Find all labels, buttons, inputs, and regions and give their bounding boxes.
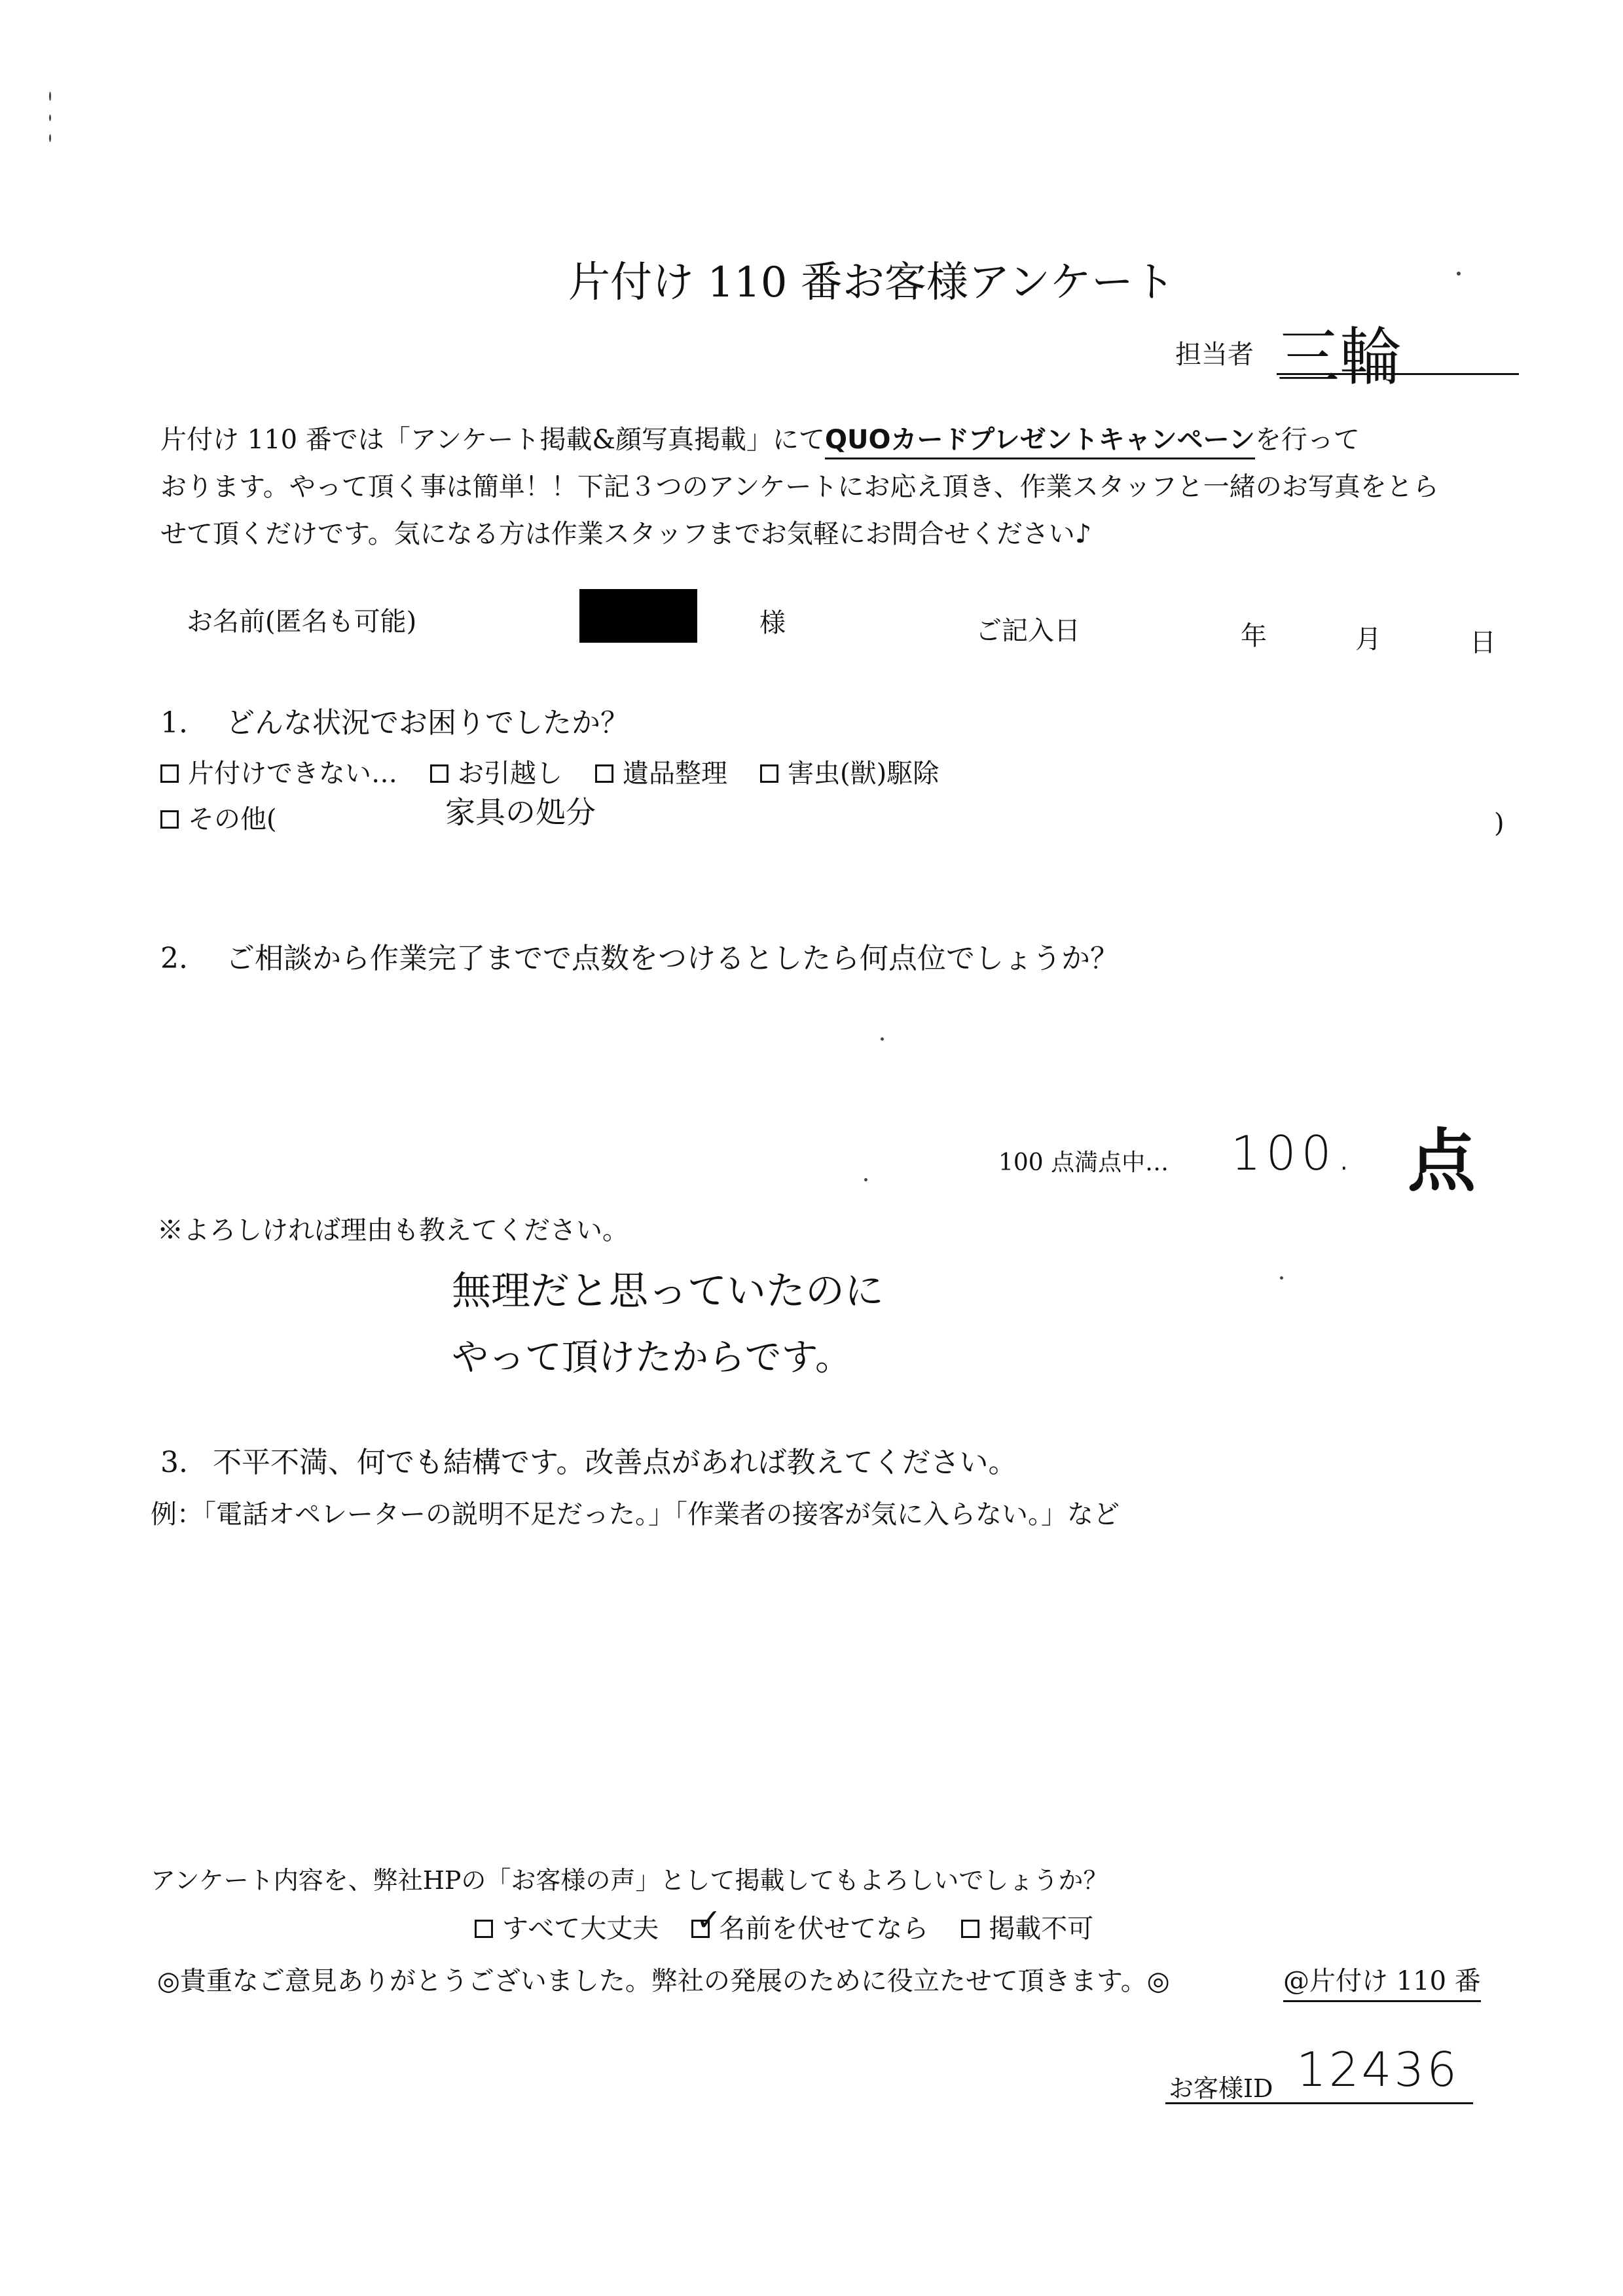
campaign-name: QUOカードプレゼントキャンペーン (825, 425, 1255, 459)
staff-name-handwritten: 三輪 (1277, 321, 1402, 394)
checkmark-icon: ✓ (696, 1902, 721, 1937)
date-year: 年 (1241, 621, 1267, 651)
q1-other-label: その他( (188, 804, 277, 834)
survey-title: 片付け 110 番お客様アンケート (568, 259, 1176, 307)
customer-id-value-handwritten: 12436 (1296, 2042, 1460, 2097)
q1-other-close: ) (1494, 808, 1504, 838)
score-value-handwritten: 100. (1231, 1126, 1357, 1181)
customer-id-label: お客様ID (1169, 2074, 1273, 2103)
reason-label: ※よろしければ理由も教えてください。 (157, 1215, 629, 1246)
question-1 (160, 699, 629, 741)
q1-other-value-handwritten: 家具の処分 (445, 795, 596, 830)
q1-option-moving[interactable]: お引越し (430, 753, 562, 790)
intro-line-3: せて頂くだけです。気になる方は作業スタッフまでお気軽にお問合せください♪ (160, 519, 1092, 549)
name-label: お名前(匿名も可能) (187, 607, 417, 637)
q1-other[interactable] (160, 798, 277, 836)
customer-id-underline (1165, 2102, 1473, 2104)
consent-option-anonymous[interactable]: ✓ 名前を伏せてなら (691, 1908, 928, 1945)
question-3-text: 不平不満、何でも結構です。改善点があれば教えてください。 (213, 1446, 1017, 1479)
question-1-text: どんな状況でお困りでしたか？ (226, 706, 629, 740)
q1-option-cleanup[interactable]: 片付けできない… (160, 753, 397, 790)
question-1-number: 1. (160, 706, 188, 740)
intro-text-a: 片付け 110 番では「アンケート掲載&顔写真掲載」にて (160, 425, 825, 455)
question-3-number: 3. (160, 1446, 188, 1479)
checkbox-checked-icon[interactable] (691, 1902, 721, 1938)
name-suffix: 様 (759, 608, 786, 638)
question-2 (160, 935, 1119, 977)
checkbox-icon[interactable] (961, 1920, 979, 1938)
question-2-number: 2. (160, 942, 188, 975)
score-unit: 点 (1408, 1121, 1476, 1201)
date-day: 日 (1470, 628, 1496, 658)
checkbox-icon[interactable] (160, 764, 179, 783)
date-month: 月 (1355, 624, 1381, 655)
reason-line-2-handwritten: やって頂けたからです。 (452, 1336, 852, 1379)
score-label: 100 点満点中… (998, 1149, 1169, 1176)
checkbox-icon[interactable] (475, 1920, 493, 1938)
checkbox-icon[interactable] (430, 764, 448, 783)
name-redaction (579, 589, 697, 643)
q1-option-estate[interactable]: 遺品整理 (595, 753, 727, 790)
intro-text-b: を行って (1254, 425, 1360, 455)
brand-name: @片付け 110 番 (1283, 1960, 1481, 2002)
intro-line-1 (160, 419, 1360, 456)
consent-option-all[interactable]: すべて大丈夫 (475, 1908, 659, 1945)
consent-option-none[interactable]: 掲載不可 (961, 1908, 1093, 1945)
staff-label: 担当者 (1175, 340, 1254, 370)
staff-underline (1277, 373, 1519, 375)
reason-line-1-handwritten: 無理だと思っていたのに (452, 1268, 884, 1314)
question-3 (160, 1439, 1017, 1480)
consent-question: アンケート内容を、弊社HPの「お客様の声」として掲載してもよろしいでしょうか？ (151, 1866, 1108, 1895)
q1-option-pest[interactable]: 害虫(獣)駆除 (760, 753, 939, 790)
thanks-message: ◎貴重なご意見ありがとうございました。弊社の発展のために役立たせて頂きます。◎ (157, 1966, 1170, 1996)
checkbox-icon[interactable] (160, 810, 179, 829)
checkbox-icon[interactable] (760, 764, 778, 783)
q3-example: 例：「電話オペレーターの説明不足だった。」「作業者の接客が気に入らない。」など (151, 1499, 1120, 1530)
date-label: ご記入日 (976, 616, 1080, 646)
checkbox-icon[interactable] (595, 764, 613, 783)
consent-options (475, 1902, 1126, 1945)
q1-options (160, 753, 972, 790)
question-2-text: ご相談から作業完了までで点数をつけるとしたら何点位でしょうか？ (226, 942, 1119, 975)
intro-line-2: おります。やって頂く事は簡単！！下記３つのアンケートにお応え頂き、作業スタッフと一緒のお写真をとら (160, 472, 1439, 502)
